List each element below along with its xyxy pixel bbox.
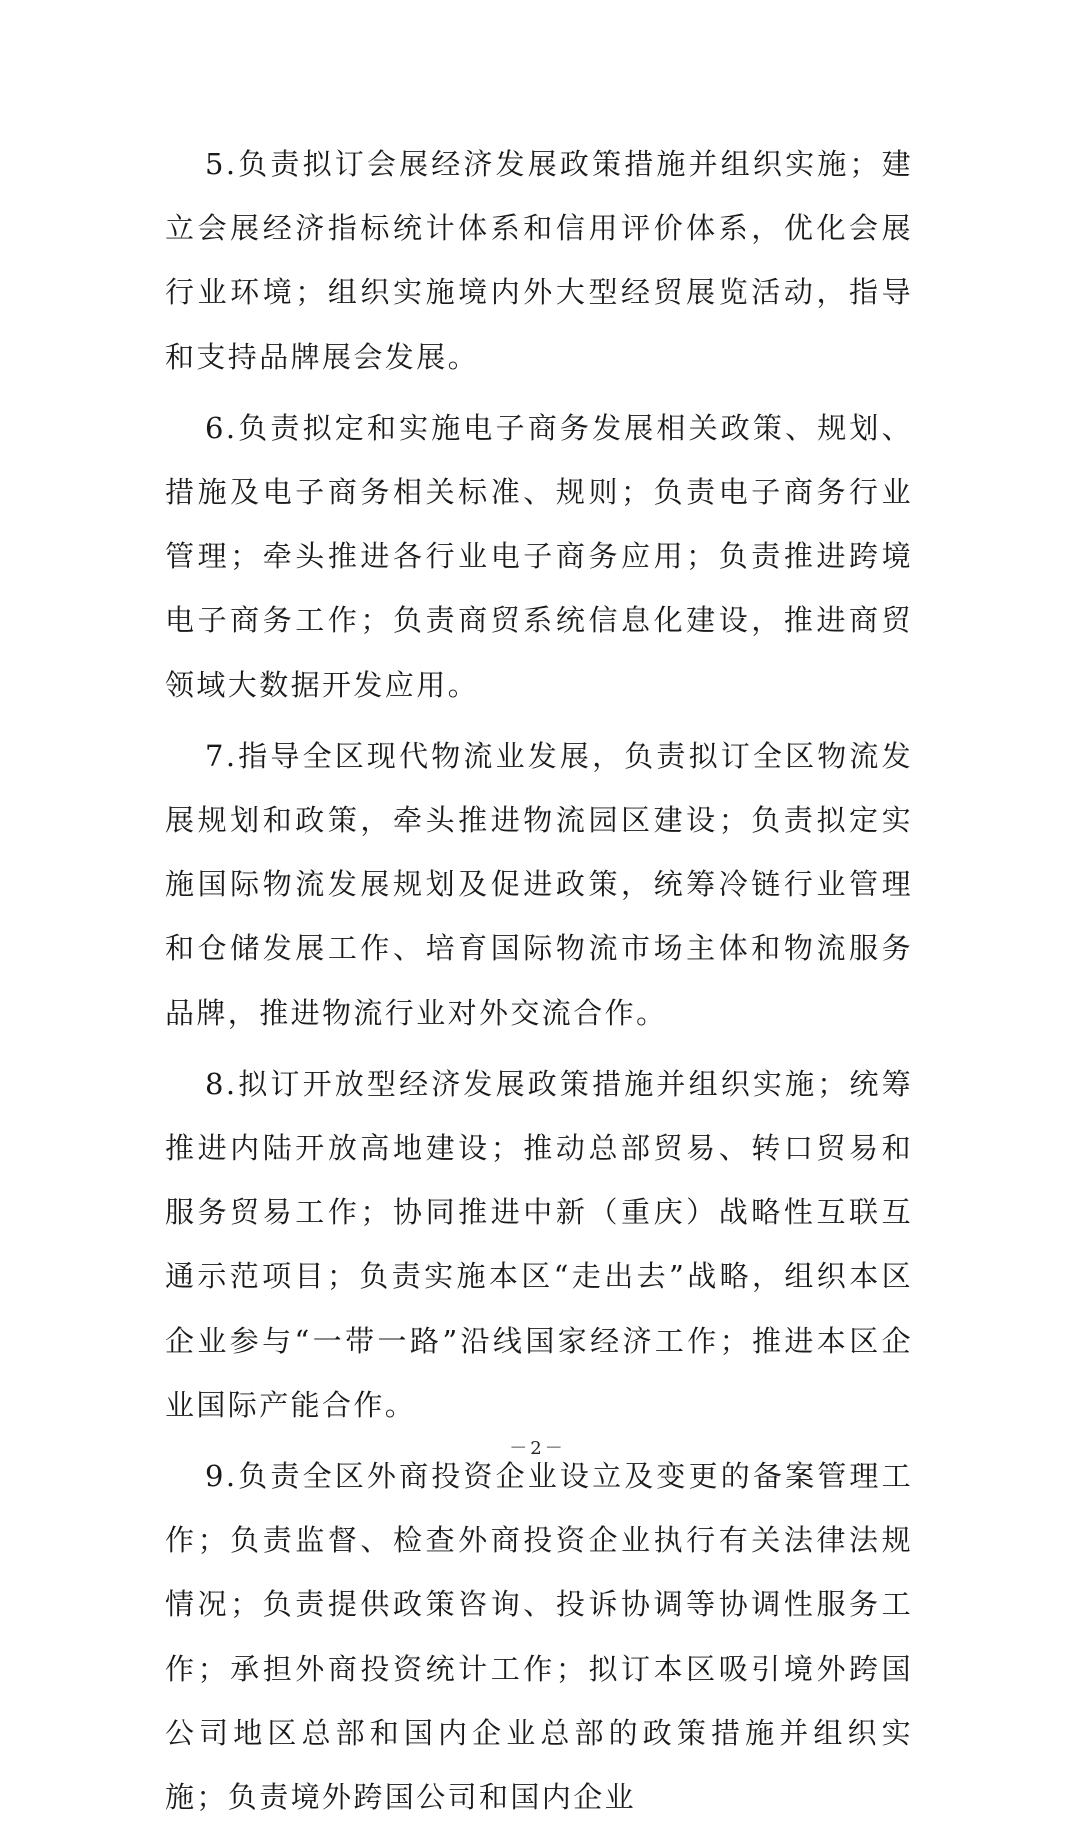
paragraph-item-5: 5.负责拟订会展经济发展政策措施并组织实施；建立会展经济指标统计体系和信用评价体系，优化会展行业环境；组织实施境内外大型经贸展览活动，指导和支持品牌展会发展。: [165, 147, 913, 374]
paragraph-item-7: 7.指导全区现代物流业发展，负责拟订全区物流发展规划和政策，牵头推进物流园区建设；负责拟定实施国际物流发展规划及促进政策，统筹冷链行业管理和仓储发展工作、培育国际物流市场主体和物流服务品牌，推进物流行业对外交流合作。: [165, 738, 913, 1030]
paragraph-item-6: 6.负责拟定和实施电子商务发展相关政策、规划、措施及电子商务相关标准、规则；负责电子商务行业管理；牵头推进各行业电子商务应用；负责推进跨境电子商务工作；负责商贸系统信息化建设，推进商贸领域大数据开发应用。: [165, 410, 913, 702]
page-number: －2－: [509, 1438, 566, 1459]
document-body: [165, 132, 913, 1836]
paragraph-item-8: 8.拟订开放型经济发展政策措施并组织实施；统筹推进内陆开放高地建设；推动总部贸易、转口贸易和服务贸易工作；协同推进中新（重庆）战略性互联互通示范项目；负责实施本区“走出去”战略，组织本区企业参与“一带一路”沿线国家经济工作；推进本区企业国际产能合作。: [165, 1066, 913, 1422]
paragraph-item-9: 9.负责全区外商投资企业设立及变更的备案管理工作；负责监督、检查外商投资企业执行有关法律法规情况；负责提供政策咨询、投诉协调等协调性服务工作；承担外商投资统计工作；拟订本区吸引境外跨国公司地区总部和国内企业总部的政策措施并组织实施；负责境外跨国公司和国内企业: [165, 1459, 913, 1815]
